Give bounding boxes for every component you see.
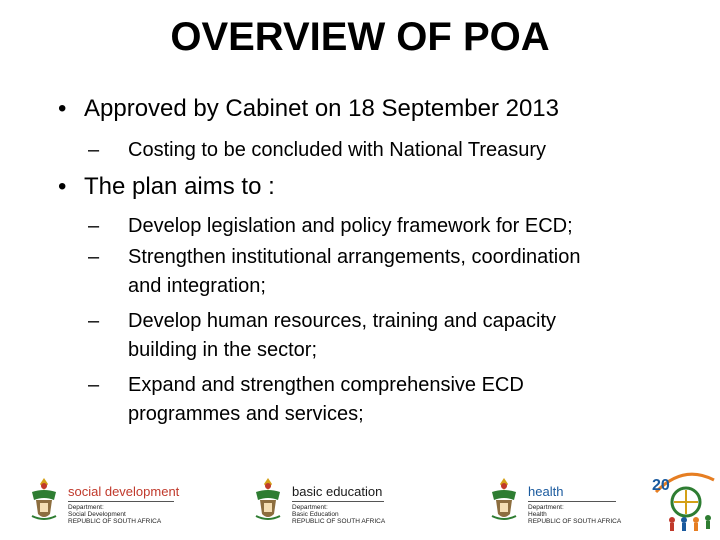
logo-line: Department: — [528, 504, 564, 511]
logo-title: basic education — [292, 484, 383, 499]
bullet-symbol: • — [58, 95, 67, 122]
dash-symbol: – — [88, 139, 100, 161]
slide-title: OVERVIEW OF POA — [170, 15, 550, 59]
bullet-symbol: • — [58, 173, 67, 200]
logo-basic-education — [252, 470, 402, 534]
sub-bullet-text: and integration; — [128, 275, 266, 297]
sub-bullet-text: Expand and strengthen comprehensive ECD — [128, 374, 524, 396]
sub-bullet-text: building in the sector; — [128, 339, 318, 361]
sub-bullet-text: Develop human resources, training and capacity — [128, 310, 557, 332]
logo-social-development — [28, 470, 178, 534]
coat-of-arms-icon — [488, 476, 520, 524]
dash-symbol: – — [88, 374, 100, 396]
dash-symbol: – — [88, 246, 100, 268]
logo-line: Department: — [292, 504, 328, 511]
logo-line: REPUBLIC OF SOUTH AFRICA — [528, 518, 622, 525]
twenty-years-freedom-logo-icon — [648, 462, 718, 536]
logo-divider — [68, 501, 174, 502]
logo-line: Social Development — [68, 511, 126, 518]
sub-bullet-text: Costing to be concluded with National Treasury — [128, 139, 547, 161]
logo-title: social development — [68, 484, 180, 499]
logo-title: health — [528, 484, 564, 499]
logo-divider — [528, 501, 616, 502]
bullet-text: The plan aims to : — [84, 173, 275, 200]
anniversary-number: 20 — [652, 477, 670, 494]
logo-line: Health — [528, 511, 547, 518]
sub-bullet-text: programmes and services; — [128, 403, 364, 425]
sub-bullet-text: Strengthen institutional arrangements, coordination — [128, 246, 581, 268]
logo-line: REPUBLIC OF SOUTH AFRICA — [68, 518, 162, 525]
logo-line: Department: — [68, 504, 104, 511]
coat-of-arms-icon — [28, 476, 60, 524]
logo-divider — [292, 501, 384, 502]
bullet-text: Approved by Cabinet on 18 September 2013 — [84, 95, 559, 122]
logo-health — [488, 470, 628, 534]
logo-line: Basic Education — [292, 511, 339, 518]
dash-symbol: – — [88, 310, 100, 332]
coat-of-arms-icon — [252, 476, 284, 524]
dash-symbol: – — [88, 215, 100, 237]
logo-line: REPUBLIC OF SOUTH AFRICA — [292, 518, 386, 525]
sub-bullet-text: Develop legislation and policy framework for ECD; — [128, 215, 573, 237]
